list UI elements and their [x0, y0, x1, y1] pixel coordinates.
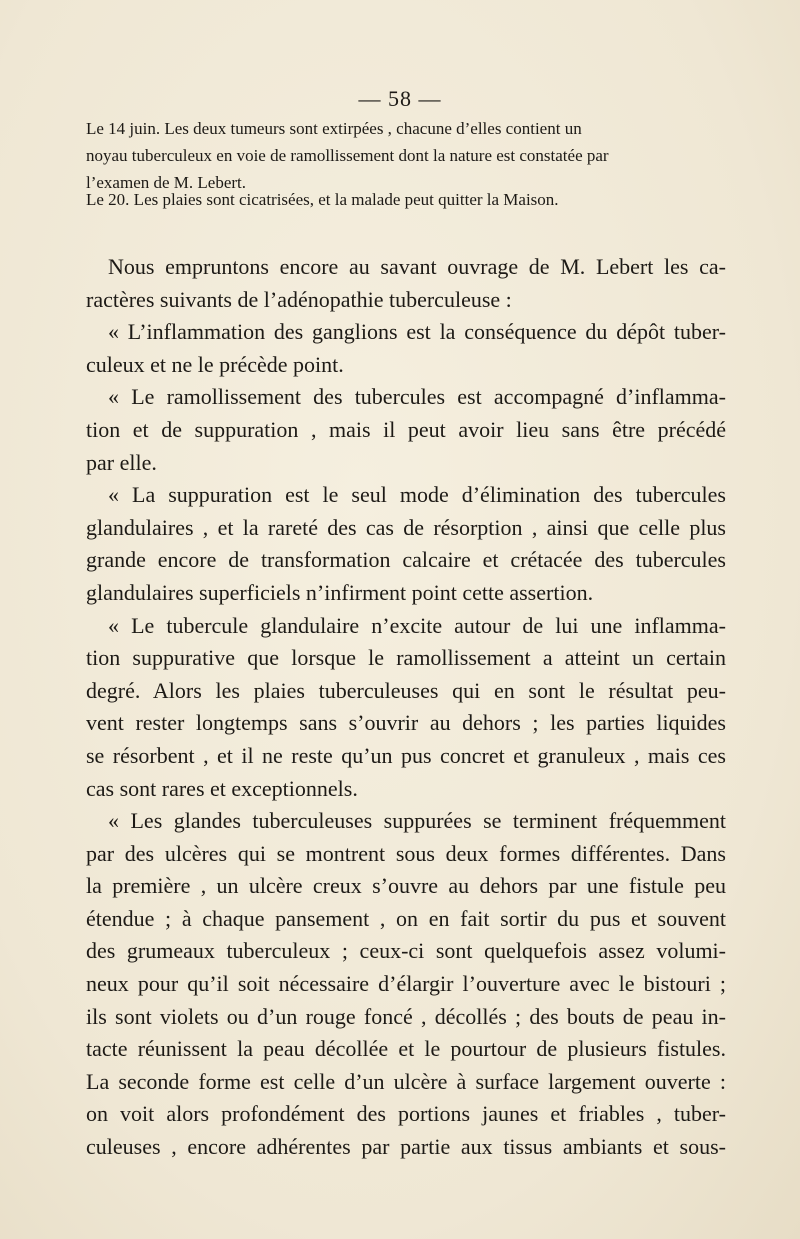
body-line: grande encore de transformation calcaire et crétacée des tubercules — [86, 547, 726, 573]
case-note-line: Le 20. Les plaies sont cicatrisées, et la malade peut quitter la Maison. — [86, 190, 559, 209]
body-text — [86, 251, 726, 1164]
body-line: culeux et ne le précède point. — [86, 351, 344, 377]
body-line: par elle. — [86, 449, 157, 475]
body-line: « L’inflammation des ganglions est la conséquence du dépôt tuber- — [108, 319, 726, 345]
body-line: tion et de suppuration , mais il peut avoir lieu sans être précédé — [86, 416, 726, 442]
body-line: par des ulcères qui se montrent sous deux formes différentes. Dans — [86, 840, 726, 866]
case-note-paragraph-1 — [86, 115, 726, 196]
body-line: glandulaires superficiels n’infirment point cette assertion. — [86, 579, 594, 605]
body-line: des grumeaux tuberculeux ; ceux-ci sont quelquefois assez volumi- — [86, 938, 726, 964]
body-line: tion suppurative que lorsque le ramollissement a atteint un certain — [86, 645, 726, 671]
body-line: neux pour qu’il soit nécessaire d’élargir l’ouverture avec le bistouri ; — [86, 971, 726, 997]
body-line: « Les glandes tuberculeuses suppurées se terminent fréquemment — [108, 808, 726, 834]
body-line: Nous empruntons encore au savant ouvrage de M. Lebert les ca- — [108, 254, 726, 279]
body-line: La seconde forme est celle d’un ulcère à surface largement ouverte : — [86, 1068, 726, 1094]
case-note-line: l’examen de M. Lebert. — [86, 173, 247, 192]
case-note-line: Le 14 juin. Les deux tumeurs sont extirpées , chacune d’elles contient un — [86, 119, 582, 138]
body-line: culeuses , encore adhérentes par partie aux tissus ambiants et sous- — [86, 1134, 726, 1160]
body-line: glandulaires , et la rareté des cas de résorption , ainsi que celle plus — [86, 514, 726, 540]
page-number: — 58 — — [358, 86, 442, 111]
body-line: la première , un ulcère creux s’ouvre au dehors par une fistule peu — [86, 873, 726, 899]
body-line: ractères suivants de l’adénopathie tuberculeuse : — [86, 286, 512, 312]
case-note-paragraph-2 — [86, 186, 726, 213]
body-line: tacte réunissent la peau décollée et le pourtour de plusieurs fistules. — [86, 1036, 726, 1062]
body-line: cas sont rares et exceptionnels. — [86, 775, 358, 801]
body-line: étendue ; à chaque pansement , on en fait sortir du pus et souvent — [86, 905, 726, 931]
body-line: degré. Alors les plaies tuberculeuses qui en sont le résultat peu- — [86, 677, 726, 703]
body-line: ils sont violets ou d’un rouge foncé , décollés ; des bouts de peau in- — [86, 1003, 726, 1029]
body-line: « La suppuration est le seul mode d’élimination des tubercules — [108, 482, 726, 508]
body-line: se résorbent , et il ne reste qu’un pus concret et granuleux , mais ces — [86, 742, 726, 768]
case-note-line: noyau tuberculeux en voie de ramollissement dont la nature est constatée par — [86, 146, 609, 165]
body-line: « Le tubercule glandulaire n’excite autour de lui une inflamma- — [108, 612, 726, 638]
body-line: vent rester longtemps sans s’ouvrir au dehors ; les parties liquides — [86, 710, 726, 736]
body-line: « Le ramollissement des tubercules est accompagné d’inflamma- — [108, 384, 726, 410]
body-line: on voit alors profondément des portions jaunes et friables , tuber- — [86, 1101, 726, 1127]
